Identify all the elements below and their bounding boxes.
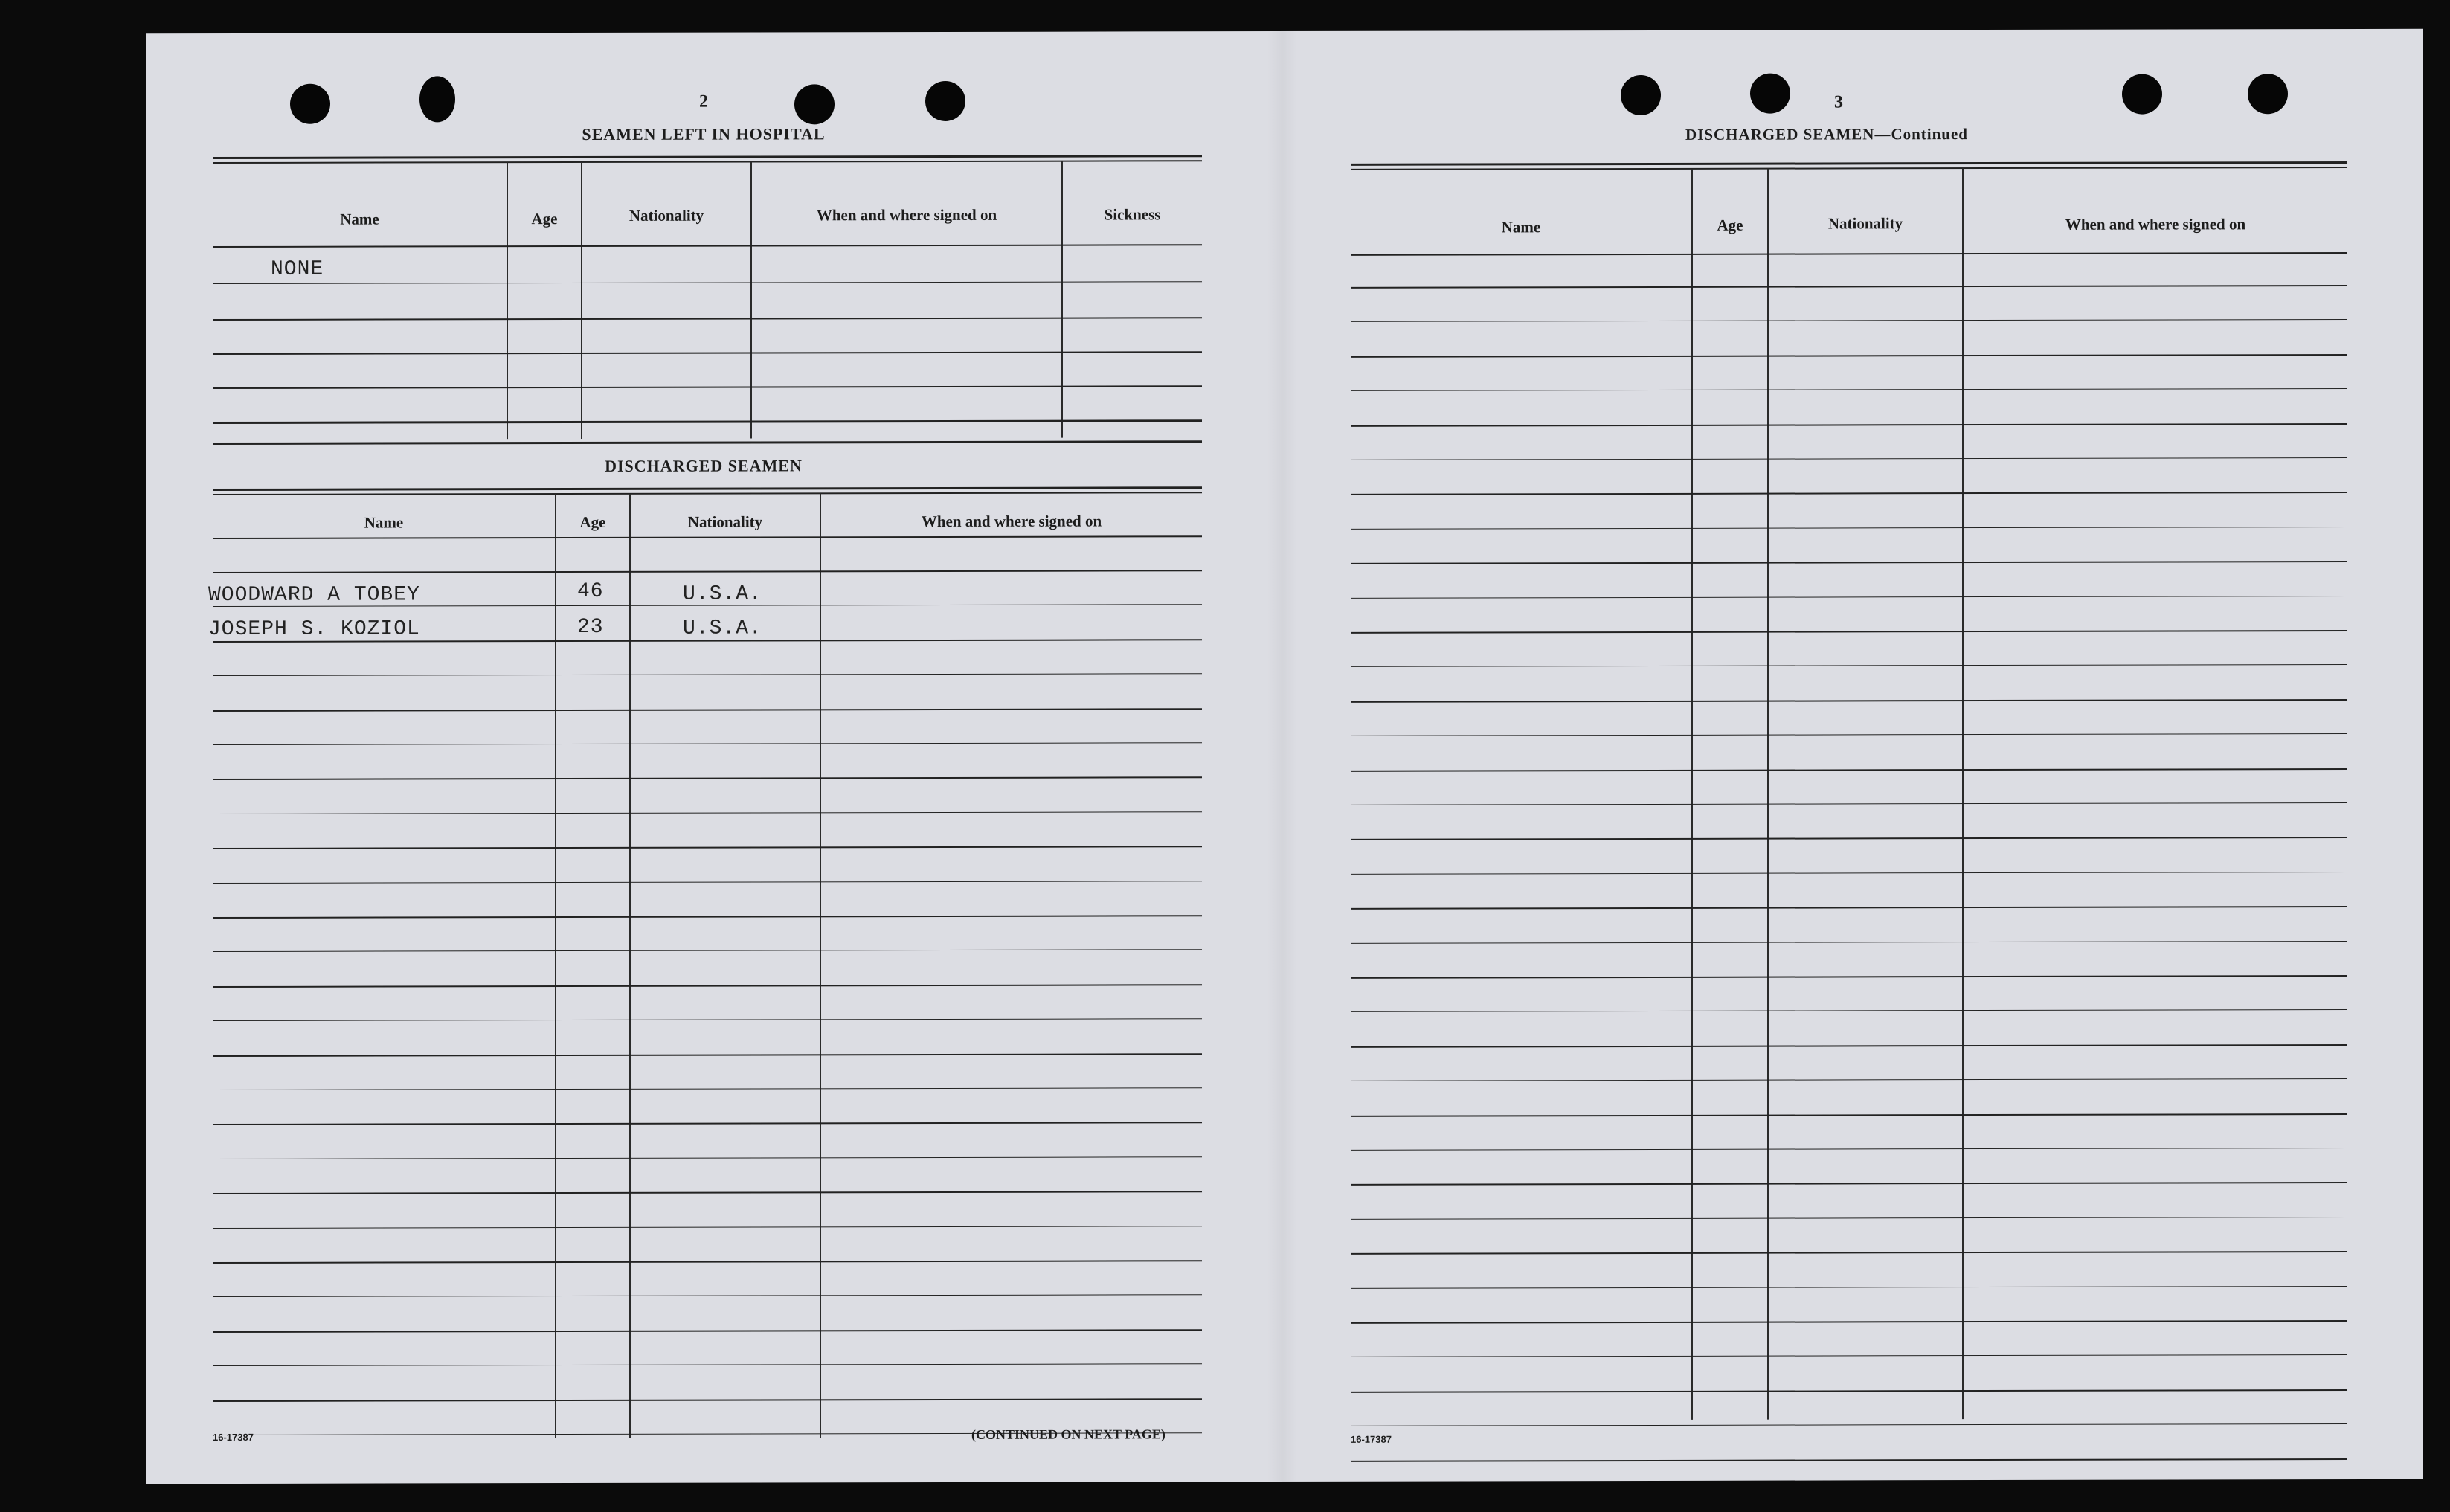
ruled-line [1351, 388, 2347, 391]
discharged-table [208, 486, 1202, 1455]
ruled-line [1351, 1044, 2347, 1048]
ruled-line [1351, 699, 2347, 703]
discharged-row-name: JOSEPH S. KOZIOL [208, 617, 420, 642]
ruled-line [213, 1191, 1202, 1194]
discharged-continued-table [1351, 161, 2347, 1443]
left-page [146, 31, 1284, 1484]
ruled-line [1351, 1320, 2347, 1324]
ruled-line [1351, 975, 2347, 979]
ruled-line [1351, 527, 2347, 530]
ruled-line [1351, 1354, 2347, 1357]
ruled-line [1351, 492, 2347, 495]
ruled-line [213, 570, 1202, 573]
ruled-line [213, 1018, 1202, 1021]
discharged-row-nationality: U.S.A. [683, 617, 762, 640]
ruled-line [1351, 457, 2347, 460]
ruled-line [1351, 768, 2347, 772]
col-header-signed-on: When and where signed on [2065, 215, 2246, 234]
ruled-line [213, 1260, 1202, 1264]
ruled-line [1351, 1078, 2347, 1081]
col-header-age: Age [1717, 216, 1743, 234]
form-number: 16-17387 [213, 1431, 254, 1444]
ruled-line [213, 1226, 1202, 1229]
ruled-line [1351, 1113, 2347, 1117]
ruled-line [1351, 872, 2347, 875]
ruled-line [213, 1122, 1202, 1126]
ruled-line [1351, 1217, 2347, 1220]
ruled-line [213, 708, 1202, 712]
ruled-line [213, 846, 1202, 849]
ruled-line [213, 915, 1202, 919]
ruled-line [1351, 1009, 2347, 1012]
ruled-line [213, 1087, 1202, 1090]
ruled-line [1351, 802, 2347, 805]
form-number: 16-17387 [1351, 1433, 1392, 1445]
ruled-line [1351, 354, 2347, 358]
ruled-line [1351, 596, 2347, 599]
hospital-table [213, 155, 1202, 484]
ruled-line [1351, 837, 2347, 840]
discharged-row-nationality: U.S.A. [683, 582, 762, 606]
discharged-row-name: WOODWARD A TOBEY [208, 583, 420, 608]
ruled-line [213, 1156, 1202, 1159]
col-header-name: Name [340, 210, 379, 228]
ruled-line [213, 984, 1202, 988]
ruled-line [1351, 319, 2347, 322]
col-header-age: Age [531, 210, 558, 228]
ruled-line [1351, 906, 2347, 910]
ruled-line [1351, 423, 2347, 427]
page-number: 3 [1834, 92, 1843, 112]
right-page [1284, 29, 2423, 1482]
ruled-line [1351, 664, 2347, 667]
col-header-age: Age [579, 512, 606, 531]
hospital-row-name: NONE [271, 257, 324, 281]
ruled-line [213, 1398, 1202, 1402]
ruled-line [213, 1363, 1202, 1366]
ruled-line [1351, 733, 2347, 736]
ruled-line [213, 673, 1202, 676]
col-header-name: Name [364, 513, 404, 532]
discharged-row-age: 46 [577, 579, 604, 603]
ruled-line [1351, 1389, 2347, 1393]
ruled-line [213, 742, 1202, 745]
ledger-sheet [146, 29, 2423, 1484]
ruled-line [1351, 285, 2347, 289]
discharged-continued-title: DISCHARGED SEAMEN—Continued [1685, 125, 1968, 144]
ruled-line [213, 811, 1202, 814]
ruled-line [213, 777, 1202, 781]
ruled-line [1351, 630, 2347, 634]
page-number: 2 [699, 91, 708, 112]
ruled-line [1351, 1148, 2347, 1151]
col-header-nationality: Nationality [628, 206, 704, 225]
discharged-section-title: DISCHARGED SEAMEN [605, 456, 803, 475]
ruled-line [1351, 1182, 2347, 1186]
ruled-line [213, 1053, 1202, 1057]
ruled-line [1351, 1251, 2347, 1255]
ruled-line [1351, 561, 2347, 564]
ruled-line [1351, 1286, 2347, 1289]
ruled-line [1351, 1423, 2347, 1426]
discharged-row-age: 23 [577, 615, 604, 639]
hospital-section-title: SEAMEN LEFT IN HOSPITAL [582, 124, 826, 144]
col-header-signed-on: When and where signed on [816, 205, 997, 225]
ruled-line [1351, 941, 2347, 944]
col-header-signed-on: When and where signed on [921, 512, 1102, 531]
col-header-sickness: Sickness [1104, 205, 1161, 224]
ruled-line [213, 881, 1202, 884]
ruled-line [213, 1295, 1202, 1298]
col-header-nationality: Nationality [687, 512, 763, 531]
continued-note: (CONTINUED ON NEXT PAGE) [971, 1426, 1165, 1442]
ruled-line [213, 950, 1202, 953]
ruled-line [213, 1329, 1202, 1333]
ruled-line [1351, 1458, 2347, 1462]
col-header-name: Name [1501, 218, 1541, 237]
col-header-nationality: Nationality [1827, 214, 1903, 233]
